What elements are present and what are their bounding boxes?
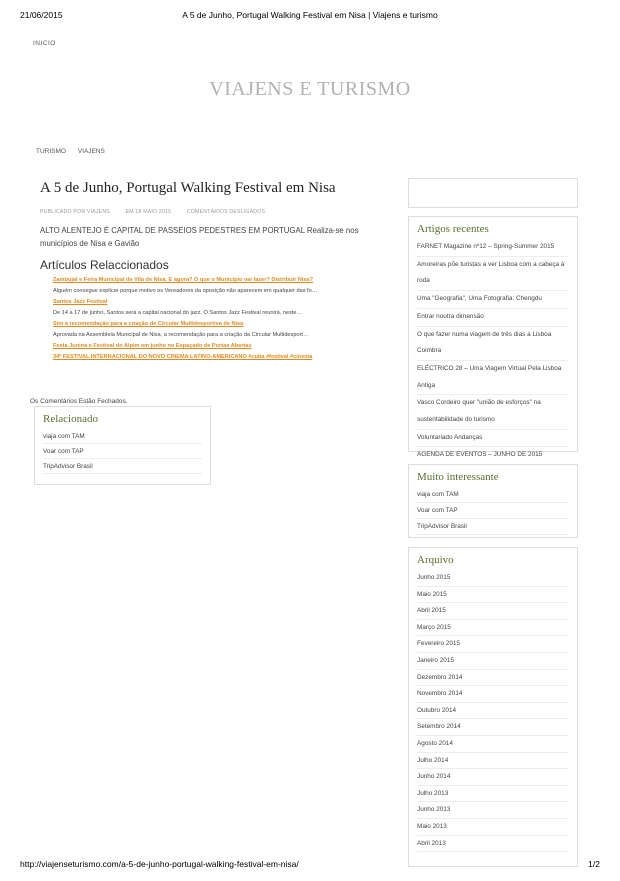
sidebar-search-box [408,178,578,208]
related-articles-list [53,275,385,363]
archive-month-link[interactable]: Setembro 2014 [417,719,569,736]
category-link[interactable]: TURISMO [36,148,66,155]
recent-post-link[interactable]: AGENDA DE EVENTOS – JUNHO DE 2015 [417,451,543,459]
interesting-link[interactable]: viaja com TAM [417,487,569,503]
archive-month-link[interactable]: Dezembro 2014 [417,670,569,687]
archive-month-link[interactable]: Julho 2014 [417,753,569,770]
archive-month-link[interactable]: Agosto 2014 [417,736,569,753]
recent-post-link[interactable]: Voluntariado Andanças [417,430,569,448]
related-widget-link[interactable]: TripAdvisor Brasil [43,459,202,474]
recent-post-link[interactable]: Uma "Geografia", Uma Fotografia: Chengdu [417,291,569,309]
related-article-snippet: Aprovada na Assembleia Municipal de Nisa, a recomendação para a criação da Circular Multidesport… [53,332,309,338]
archive-month-link[interactable]: Abril 2013 [417,836,569,853]
archive-month-link[interactable]: Maio 2015 [417,587,569,604]
recent-post-link[interactable]: Vasco Cordeiro quer "união de esforços" na sustentabilidade do turismo [417,395,569,429]
interesting-widget-title: Muito interessante [417,471,499,483]
print-page-number: 1/2 [588,859,600,869]
interesting-link[interactable]: Voar com TAP [417,503,569,519]
print-header [20,10,600,22]
post-title[interactable]: A 5 de Junho, Portugal Walking Festival em Nisa [40,180,336,196]
interesting-link[interactable]: TripAdvisor Brasil [417,519,569,535]
comments-closed-notice: Os Comentários Estão Fechados. [30,398,128,405]
related-article-link[interactable]: Festa Junina e Festival do Alpim em junho no Espaçado de Portas Abertas [53,343,252,349]
post-author[interactable]: PUBLICADO POR VIAJENS [40,209,110,215]
related-widget-link[interactable]: Voar com TAP [43,444,202,459]
archive-month-link[interactable]: Abril 2015 [417,603,569,620]
recent-post-link[interactable]: Amoreiras põe turistas a ver Lisboa com a cabeça à roda [417,257,569,291]
related-article-link[interactable]: Zambujal e Feira Municipal de Vila de Nisa, E agora? O que o Município vai fazer? Distribuir Nisa? [53,277,314,283]
archive-month-link[interactable]: Maio 2013 [417,819,569,836]
post-meta [40,209,385,215]
post-article [40,180,385,363]
archive-month-link[interactable]: Julho 2013 [417,786,569,803]
related-articles-heading: Artículos Relaccionados [40,258,169,272]
archive-month-link[interactable]: Outubro 2014 [417,703,569,720]
related-article-snippet: Alguém consegue explicar porque motivo os Vereadores da oposição não aparecem em qualquer das fo… [53,288,318,294]
related-article-snippet: De 14 a 17 de junho, Santos será a capital nacional do jazz. O Santos Jazz Festival reunirá, neste… [53,310,303,316]
archive-widget [408,547,578,867]
print-footer [20,859,600,871]
recent-post-link[interactable]: FARNET Magazine nº12 – Spring-Summer 2015 [417,239,569,257]
top-nav [33,40,56,47]
post-comments-status: COMENTÁRIOS DESLIGADOS [186,209,266,215]
archive-widget-title: Arquivo [417,554,454,566]
post-date: EM 18 MAIO 2015 [125,209,172,215]
archive-month-link[interactable]: Novembro 2014 [417,686,569,703]
recent-posts-widget [408,216,578,459]
archive-month-link[interactable]: Março 2015 [417,620,569,637]
recent-posts-title: Artigos recentes [417,223,489,235]
archive-month-link[interactable]: Fevereiro 2015 [417,636,569,653]
related-article-link[interactable]: Santos Jazz Festival [53,299,108,305]
archive-month-link[interactable]: Junho 2014 [417,769,569,786]
site-title[interactable]: VIAJENS E TURISMO [209,78,411,100]
category-link[interactable]: VIAJENS [77,148,105,155]
category-nav [36,148,115,155]
related-widget-title: Relacionado [43,413,98,425]
post-excerpt: ALTO ALENTEJO É CAPITAL DE PASSEIOS PEDESTRES EM PORTUGAL Realiza-se nos municípios de Nisa e Gavião [40,226,359,248]
recent-post-link[interactable]: Entrar noutra dimensão [417,309,569,327]
related-article-link[interactable]: Sim à recomendação para a criação de Circular Multidesportiva de Nisa [53,321,244,327]
print-page-title: A 5 de Junho, Portugal Walking Festival em Nisa | Viajens e turismo [182,10,438,20]
archive-month-link[interactable]: Janeiro 2015 [417,653,569,670]
related-article-link[interactable]: 34º FESTIVAL INTERNACIONAL DO NOVO CINEMA LATINO-AMERICANO #cuba #festival #cinema [53,354,313,360]
print-url: http://viajenseturismo.com/a-5-de-junho-portugal-walking-festival-em-nisa/ [20,859,299,869]
print-date: 21/06/2015 [20,10,63,20]
recent-post-link[interactable]: ELÉCTRICO 28 – Uma Viagem Virtual Pela Lisboa Antiga [417,361,569,395]
nav-home-link[interactable]: INICIO [33,40,56,47]
archive-month-link[interactable]: Junho 2015 [417,570,569,587]
interesting-widget [408,464,578,538]
related-widget-link[interactable]: viaja com TAM [43,429,202,444]
related-widget [34,406,211,485]
recent-post-link[interactable]: O que fazer numa viagem de três dias a Lisboa Coimbra [417,327,569,361]
archive-month-link[interactable]: Junho 2013 [417,802,569,819]
